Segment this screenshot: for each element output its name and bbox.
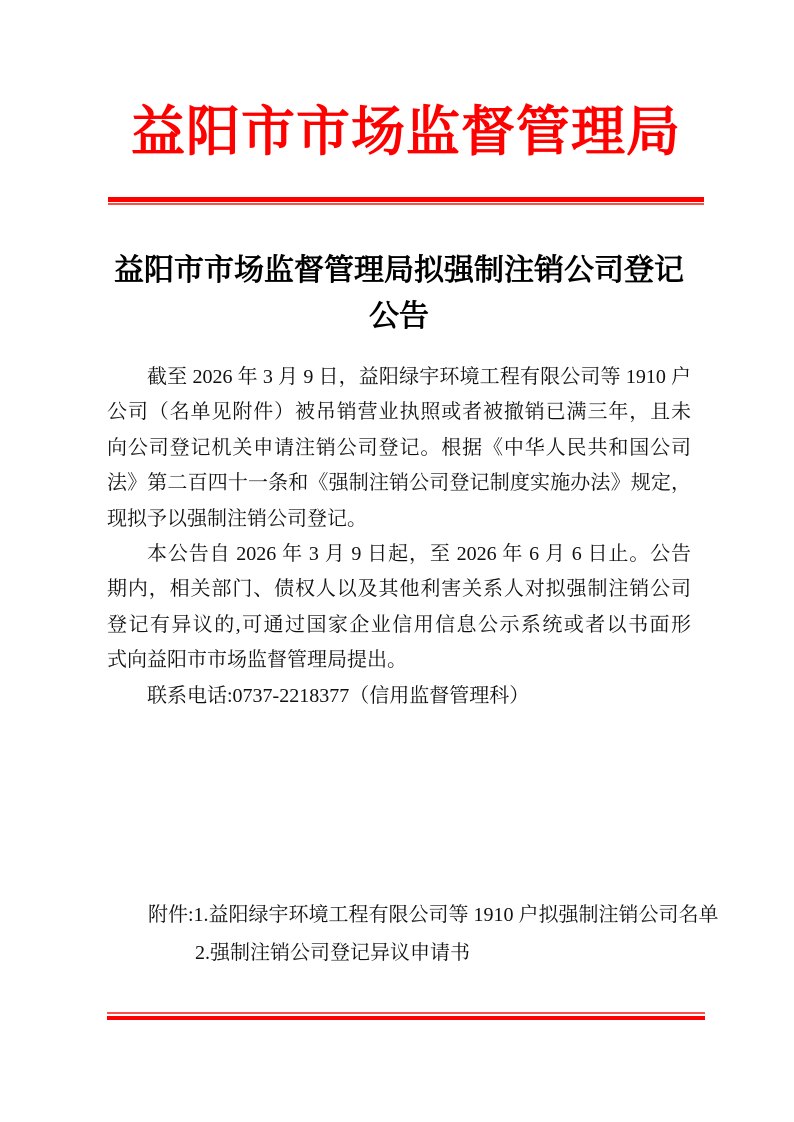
contact-phone-line: 联系电话:0737-2218377（信用监督管理科） [147,684,530,707]
paragraph-line: 公司（名单见附件）被吊销营业执照或者被撤销已满三年，且未 [107,401,691,424]
document-title [107,248,691,340]
paragraph-line: 登记有异议的,可通过国家企业信用信息公示系统或者以书面形 [107,613,691,636]
agency-masthead: 益阳市市场监督管理局 [131,102,681,162]
document-title-line-1: 益阳市市场监督管理局拟强制注销公司登记 [114,254,684,287]
attachment-item-1: 附件:1.益阳绿宇环境工程有限公司等 1910 户拟强制注销公司名单 [148,904,719,926]
separator-thick-stripe [107,1016,705,1020]
paragraph-line: 截至 2026 年 3 月 9 日，益阳绿宇环境工程有限公司等 1910 户 [147,366,691,388]
paragraph-line: 式向益阳市市场监督管理局提出。 [107,649,407,672]
paragraph-line: 现拟予以强制注销公司登记。 [107,507,367,530]
paragraph-2 [107,537,691,679]
paragraph-1 [107,360,691,537]
paragraph-line: 向公司登记机关申请注销公司登记。根据《中华人民共和国公司 [107,436,691,459]
notice-body [107,360,691,714]
paragraph-line: 法》第二百四十一条和《强制注销公司登记制度实施办法》规定， [107,472,691,495]
attachment-item-2: 2.强制注销公司登记异议申请书 [195,942,470,964]
masthead-separator [108,197,704,205]
separator-thin-stripe [108,203,704,205]
document-title-line-2: 公告 [369,300,429,333]
paragraph-line: 本公告自 2026 年 3 月 9 日起，至 2026 年 6 月 6 日止。公告 [147,543,691,566]
attachments-block [148,896,768,972]
paragraph-line: 期内，相关部门、债权人以及其他利害关系人对拟强制注销公司 [107,578,691,601]
footer-separator [107,1012,705,1020]
